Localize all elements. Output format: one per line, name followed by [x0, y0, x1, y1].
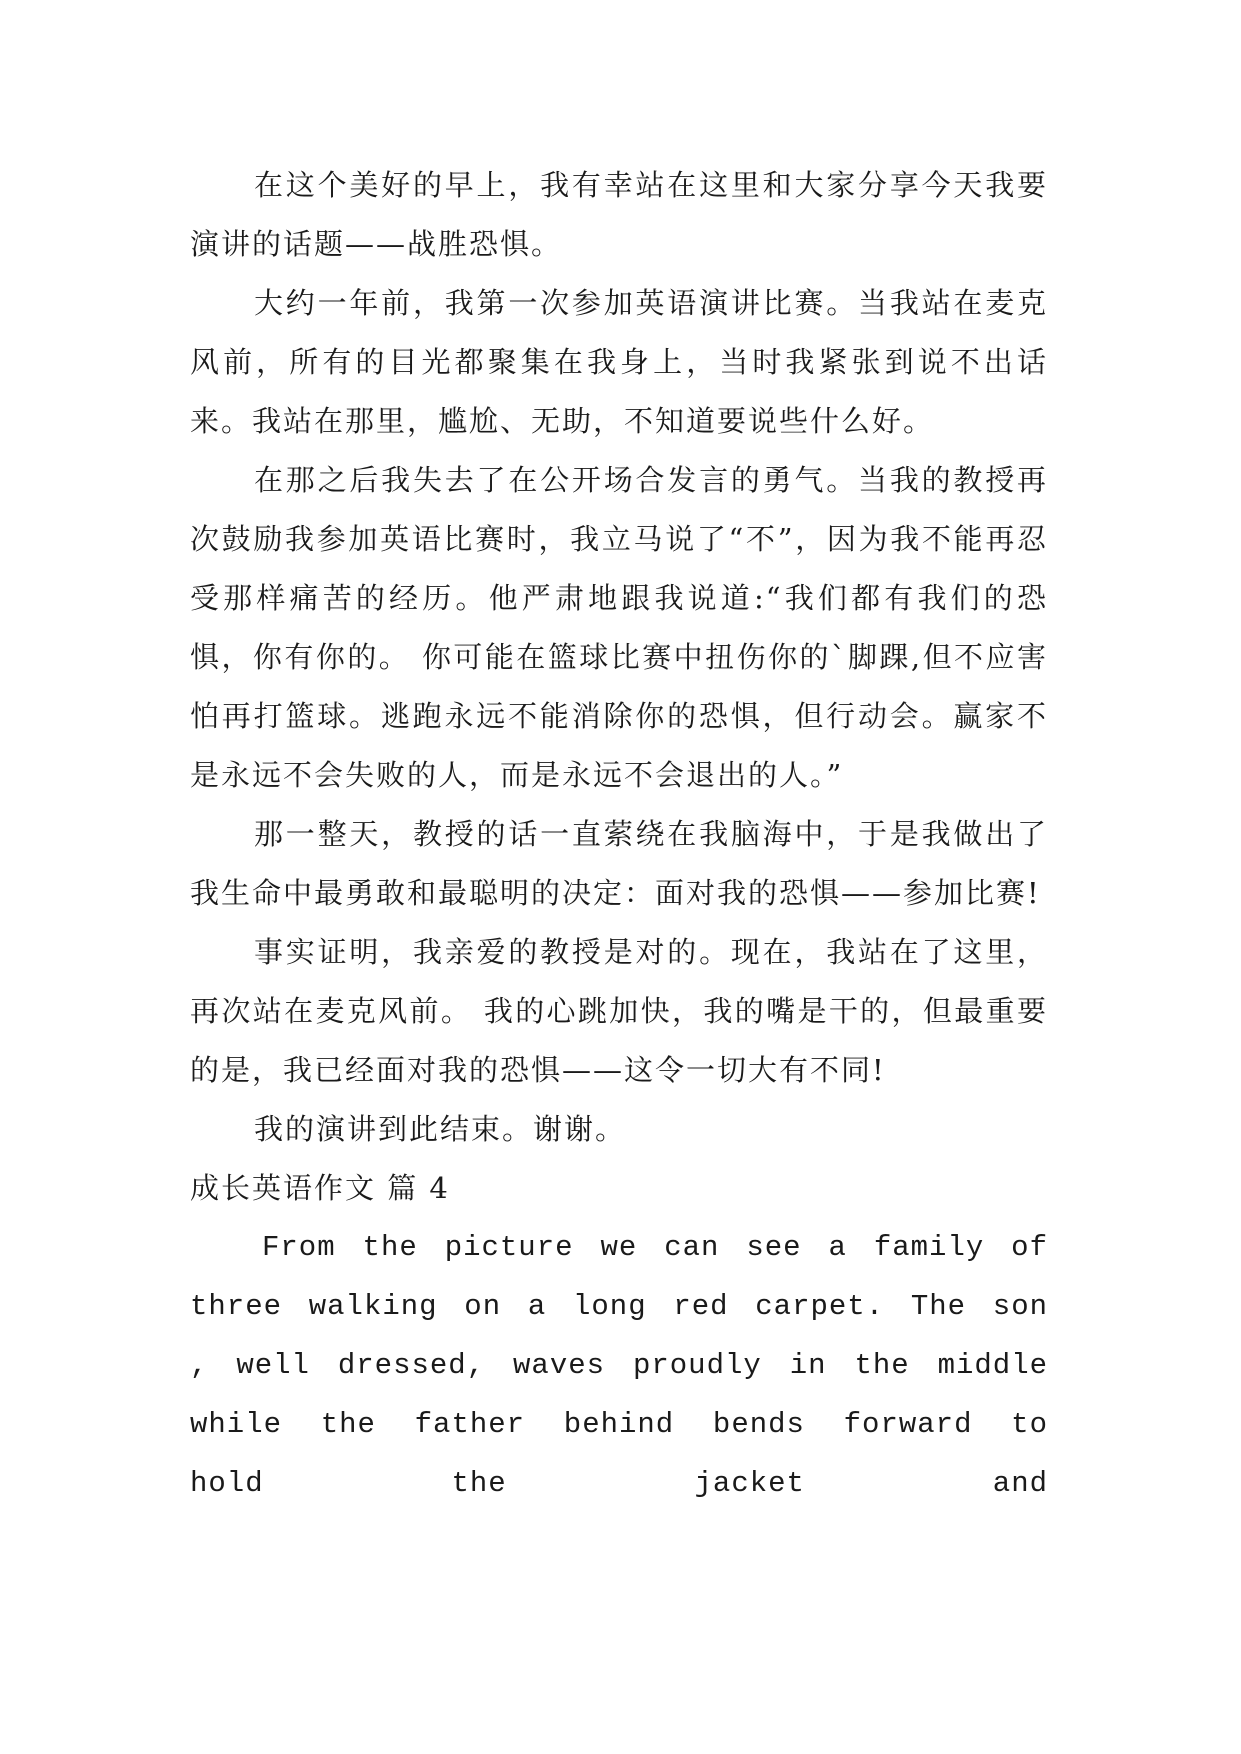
paragraph-english: From the picture we can see a family of three walking on a long red carpet. The son , well dressed, waves proudly in the middle while the father behind bends forward to hold the jacket and	[190, 1231, 1048, 1500]
paragraph-intro: 在这个美好的早上，我有幸站在这里和大家分享今天我要演讲的话题——战胜恐惧。	[190, 168, 1048, 261]
section-heading: 成长英语作文 篇 4	[190, 1171, 450, 1205]
paragraph-closing: 我的演讲到此结束。谢谢。	[254, 1112, 627, 1146]
paragraph-professor-advice: 在那之后我失去了在公开场合发言的勇气。当我的教授再次鼓励我参加英语比赛时，我立马说了“不”，因为我不能再忍受那样痛苦的经历。他严肃地跟我说道:“我们都有我们的恐惧，你有你的。 你可能在篮球比赛中扭伤你的`脚踝,但不应害怕再打篮球。逃跑永远不能消除你的恐惧，但行动会。赢家不是永远不会失败的人，而是永远不会退出的人。”	[190, 463, 1048, 792]
paragraph-result: 事实证明，我亲爱的教授是对的。现在，我站在了这里，再次站在麦克风前。 我的心跳加快，我的嘴是干的，但最重要的是，我已经面对我的恐惧——这令一切大有不同!	[190, 935, 1048, 1087]
document-body	[190, 156, 1048, 1513]
paragraph-decision: 那一整天，教授的话一直萦绕在我脑海中，于是我做出了我生命中最勇敢和最聪明的决定：面对我的恐惧——参加比赛!	[190, 817, 1048, 910]
paragraph-first-contest: 大约一年前，我第一次参加英语演讲比赛。当我站在麦克风前，所有的目光都聚集在我身上，当时我紧张到说不出话来。我站在那里，尴尬、无助，不知道要说些什么好。	[190, 286, 1048, 438]
